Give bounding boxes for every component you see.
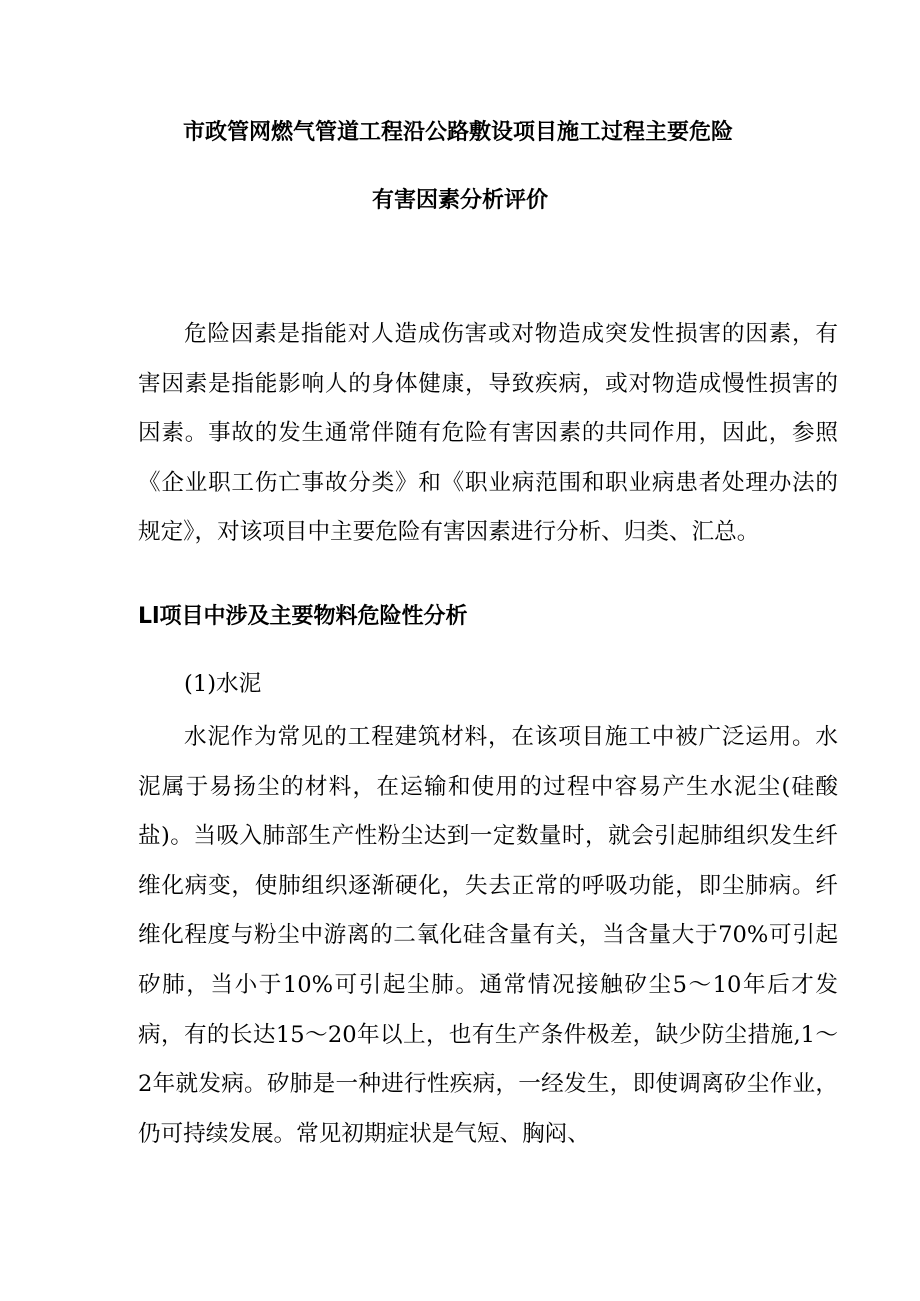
intro-paragraph: 危险因素是指能对人造成伤害或对物造成突发性损害的因素，有害因素是指能影响人的身体健康，导致疾病，或对物造成慢性损害的因素。事故的发生通常伴随有危险有害因素的共同作用，因此，参照《企业职工伤亡事故分类》和《职业病范围和职业病患者处理办法的规定》，对该项目中主要危险有害因素进行分析、归类、汇总。 xyxy=(138,321,838,546)
subsection-heading: (1)水泥 xyxy=(184,671,262,697)
cement-paragraph: 水泥作为常见的工程建筑材料，在该项目施工中被广泛运用。水泥属于易扬尘的材料，在运输和使用的过程中容易产生水泥尘(硅酸盐)。当吸入肺部生产性粉尘达到一定数量时，就会引起肺组织发生纤维化病变，使肺组织逐渐硬化，失去正常的呼吸功能，即尘肺病。纤维化程度与粉尘中游离的二氧化硅含量有关，当含量大于70%可引起矽肺，当小于10%可引起尘肺。通常情况接触矽尘5～10年后才发病，有的长达15～20年以上，也有生产条件极差，缺少防尘措施,1～2年就发病。矽肺是一种进行性疾病，一经发生，即使调离矽尘作业，仍可持续发展。常见初期症状是气短、胸闷、 xyxy=(138,724,838,1147)
document-title-line-2: 有害因素分析评价 xyxy=(371,188,548,213)
section-heading: Ll项目中涉及主要物料危险性分析 xyxy=(138,604,468,629)
document-title-line-1: 市政管网燃气管道工程沿公路敷设项目施工过程主要危险 xyxy=(182,120,733,145)
